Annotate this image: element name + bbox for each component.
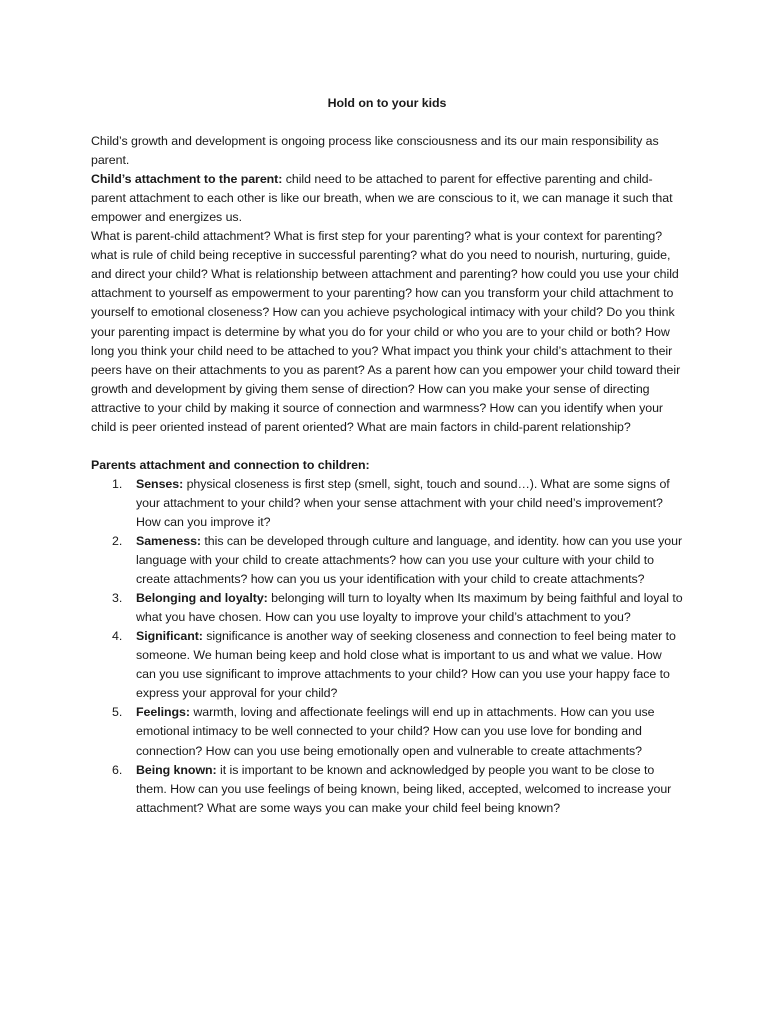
list-item	[91, 589, 683, 627]
list-item-number: 3.	[112, 591, 123, 606]
list-item-number: 4.	[112, 629, 123, 644]
list-item	[91, 532, 683, 589]
list-item-number: 5.	[112, 705, 123, 720]
list-item-text: physical closeness is first step (smell, sight, touch and sound…). What are some signs of your attachment to your child? when your sense attachment with your child need’s improvement? How can you improve it?	[136, 476, 670, 529]
list-item-label: Senses:	[136, 476, 184, 491]
attachment-heading: Child’s attachment to the parent:	[91, 172, 283, 187]
list-item	[91, 761, 683, 818]
list-item-text: it is important to be known and acknowledged by people you want to be close to them. How can you use feelings of being known, being liked, accepted, welcomed to increase your attachment? What are some ways you can make your child feel being known?	[136, 762, 672, 815]
list-item-label: Significant:	[136, 629, 203, 644]
document-page	[91, 94, 683, 818]
intro-paragraph: Child’s growth and development is ongoing process like consciousness and its our main responsibility as parent.	[91, 134, 659, 168]
paragraph-gap	[91, 437, 683, 456]
document-title: Hold on to your kids	[327, 96, 447, 110]
list-item-text: belonging will turn to loyalty when Its maximum by being faithful and loyal to what you have chosen. How can you use loyalty to improve your child’s attachment to you?	[136, 591, 683, 625]
list-item-label: Being known:	[136, 762, 217, 777]
list-item-label: Feelings:	[136, 705, 190, 720]
questions-paragraph: What is parent-child attachment? What is first step for your parenting? what is your context for parenting? what is rule of child being receptive in successful parenting? what do you need to nourish, nurturing, guide, and direct your child? What is relationship between attachment and parenting? how could you use your child attachment to yourself as empowerment to your parenting? how can you transform your child attachment to yourself to emotional closeness? How can you achieve psychological intimacy with your child? Do you think your parenting impact is determine by what you do for your child or who you are to your child or both? How long you think your child need to be attached to you? What impact you think your child’s attachment to their peers have on their attachments to you as parent? As a parent how can you empower your child toward their growth and development by giving them sense of direction? How can you make your sense of directing attractive to your child by making it source of connection and warmness? How can you identify when your child is peer oriented instead of parent oriented? What are main factors in child-parent relationship?	[91, 229, 681, 434]
list-item	[91, 475, 683, 532]
list-item	[91, 703, 683, 760]
attachment-paragraph	[91, 170, 683, 227]
list-item-number: 6.	[112, 762, 123, 777]
list-item-label: Belonging and loyalty:	[136, 591, 268, 606]
list-item-text: warmth, loving and affectionate feelings will end up in attachments. How can you use emotional intimacy to be well connected to your child? How can you use love for bonding and connection? How can you use being emotionally open and vulnerable to create attachments?	[136, 705, 655, 758]
list-item	[91, 627, 683, 703]
attachment-factors-list	[91, 475, 683, 818]
list-item-text: this can be developed through culture and language, and identity. how can you use your language with your child to create attachments? how can you use your culture with your child to create attachments? how can you us your identification with your child to create attachments?	[136, 533, 683, 587]
list-item-number: 2.	[112, 533, 123, 548]
attachment-text: child need to be attached to parent for effective parenting and child-parent attachment to each other is like our breath, when we are conscious to it, we can manage it such that empower and energizes us.	[91, 172, 673, 225]
list-item-text: significance is another way of seeking closeness and connection to feel being mater to someone. We human being keep and hold close what is important to us and what we value. How can you use significant to improve attachments to your child? How can you use your happy face to express your approval for your child?	[136, 629, 676, 701]
list-item-number: 1.	[112, 476, 123, 491]
list-item-label: Sameness:	[136, 533, 201, 548]
list-heading: Parents attachment and connection to children:	[91, 457, 370, 472]
